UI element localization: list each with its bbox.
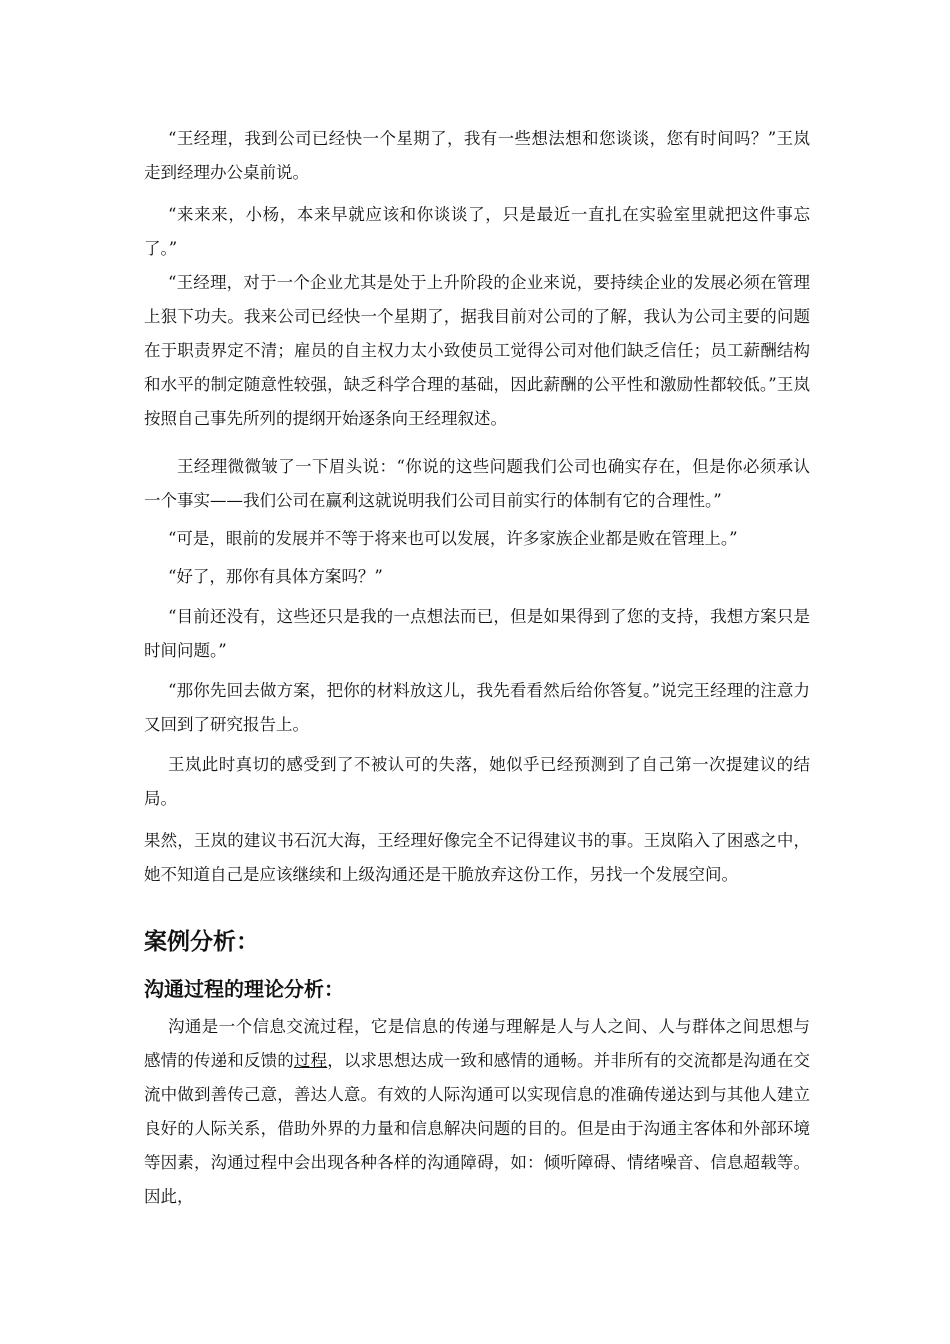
heading-communication-theory: 沟通过程的理论分析：	[144, 977, 344, 1001]
paragraph-10: 果然，王岚的建议书石沉大海，王经理好像完全不记得建议书的事。王岚陷入了困惑之中，她不知道自己是应该继续和上级沟通还是干脆放弃这份工作，另找一个发展空间。	[144, 831, 810, 884]
paragraph-7: “目前还没有，这些还只是我的一点想法而已，但是如果得到了您的支持，我想方案只是时间问题。”	[144, 607, 810, 660]
paragraph-3: “王经理，对于一个企业尤其是处于上升阶段的企业来说，要持续企业的发展必须在管理上狠下功夫。我来公司已经快一个星期了，据我目前对公司的了解，我认为公司主要的问题在于职责界定不清；雇员的自主权力太小致使员工觉得公司对他们缺乏信任；员工薪酬结构和水平的制定随意性较强，缺乏科学合理的基础，因此薪酬的公平性和激励性都较低。”王岚按照自己事先所列的提纲开始逐条向王经理叙述。	[144, 273, 810, 428]
underlined-term: 过程	[293, 1051, 328, 1070]
paragraph-5: “可是，眼前的发展并不等于将来也可以发展，许多家族企业都是败在管理上。”	[168, 529, 738, 548]
paragraph-analysis	[144, 1010, 810, 1214]
paragraph-2: “来来来，小杨，本来早就应该和你谈谈了，只是最近一直扎在实验室里就把这件事忘了。”	[144, 205, 810, 258]
analysis-text-part2: ，以求思想达成一致和感情的通畅。并非所有的交流都是沟通在交流中做到善传己意，善达人意。有效的人际沟通可以实现信息的准确传递达到与其他人建立良好的人际关系，借助外界的力量和信息解决问题的目的。但是由于沟通主客体和外部环境等因素，沟通过程中会出现各种各样的沟通障碍，如：倾听障碍、情绪噪音、信息超载等。因此，	[144, 1051, 811, 1206]
analysis-text-part1: 沟通是一个信息交流过程，它是信息的传递与理解是人与人之间、人与群体之间思想与感情的传递和反馈的	[144, 1017, 810, 1070]
paragraph-1: “王经理，我到公司已经快一个星期了，我有一些想法想和您谈谈，您有时间吗？”王岚走到经理办公桌前说。	[144, 129, 810, 182]
paragraph-9: 王岚此时真切的感受到了不被认可的失落，她似乎已经预测到了自己第一次提建议的结局。	[144, 755, 810, 808]
paragraph-4: 王经理微微皱了一下眉头说：“你说的这些问题我们公司也确实存在，但是你必须承认一个事实——我们公司在赢利这就说明我们公司目前实行的体制有它的合理性。”	[144, 457, 810, 510]
paragraph-6: “好了，那你有具体方案吗？”	[168, 567, 383, 586]
heading-case-analysis: 案例分析：	[144, 929, 259, 955]
paragraph-8: “那你先回去做方案，把你的材料放这儿，我先看看然后给你答复。”说完王经理的注意力又回到了研究报告上。	[144, 681, 810, 734]
